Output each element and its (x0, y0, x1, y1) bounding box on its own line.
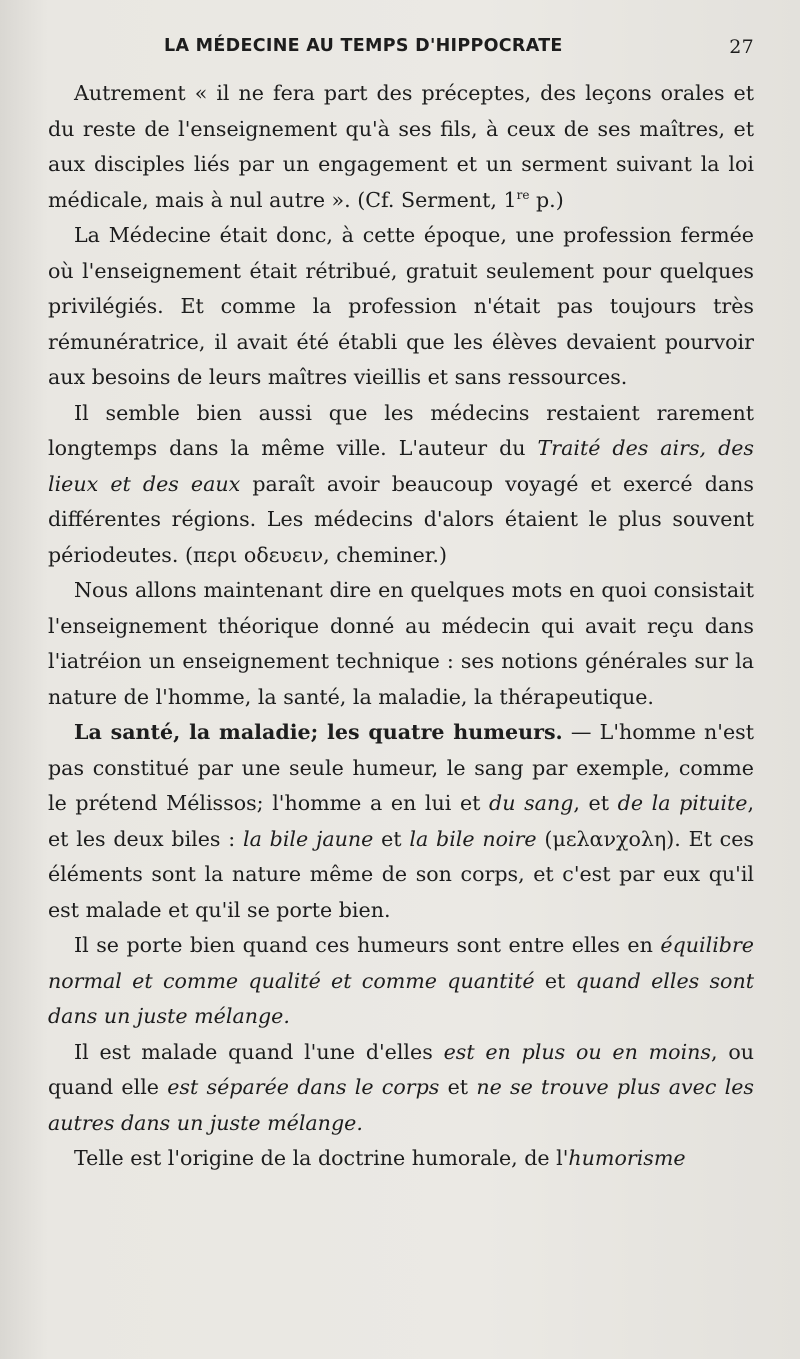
paragraph-7: Il est malade quand l'une d'elles est en plus ou en moins, ou quand elle est séparée dans le corps et ne se trouve plus avec les autres dans un juste mélange. (48, 1039, 754, 1135)
paragraph-4: Nous allons maintenant dire en quelques mots en quoi consistait l'enseignement théorique donné au médecin qui avait reçu dans l'iatréion un enseignement technique : ses notions générales sur la nature de l'homme, la santé, la maladie, la thérapeutique. (48, 578, 754, 709)
paragraph-3: Il semble bien aussi que les médecins restaient rarement longtemps dans la même ville. L'auteur du Traité des airs, des lieux et des eaux paraît avoir beaucoup voyagé et exercé dans différentes régions. Les médecins d'alors étaient le plus souvent périodeutes. (περι οδευειν, cheminer.) (48, 400, 755, 567)
paragraph-5: La santé, la maladie; les quatre humeurs. — L'homme n'est pas constitué par une seule humeur, le sang par exemple, comme le prétend Mélissos; l'homme a en lui et du sang, et de la pituite, et les deux biles : la bile jaune et la bile noire (μελανχολη). Et ces éléments sont la nature même de son corps, et c'est par eux qu'il est malade et qu'il se porte bien. (48, 720, 754, 922)
paragraph-1: Autrement « il ne fera part des préceptes, des leçons orales et du reste de l'enseignement qu'à ses fils, à ceux de ses maîtres, et aux disciples liés par un engagement et un serment suivant la loi médicale, mais à nul autre ». (Cf. Serment, 1re p.) (48, 81, 754, 212)
running-title: LA MÉDECINE AU TEMPS D'HIPPOCRATE (164, 36, 563, 56)
paragraph-8: Telle est l'origine de la doctrine humorale, de l'humorisme (74, 1146, 686, 1170)
running-header (48, 36, 754, 76)
section-heading: La santé, la maladie; les quatre humeurs. (74, 720, 563, 744)
page-number: 27 (729, 36, 754, 58)
paragraph-2: La Médecine était donc, à cette époque, une profession fermée où l'enseignement était rétribué, gratuit seulement pour quelques privilégiés. Et comme la profession n'était pas toujours très rémunératrice, il avait été établi que les élèves devaient pourvoir aux besoins de leurs maîtres vieillis et sans ressources. (48, 223, 754, 389)
paragraph-6: Il se porte bien quand ces humeurs sont entre elles en équilibre normal et comme qualité et comme quantité et quand elles sont dans un juste mélange. (48, 933, 754, 1028)
